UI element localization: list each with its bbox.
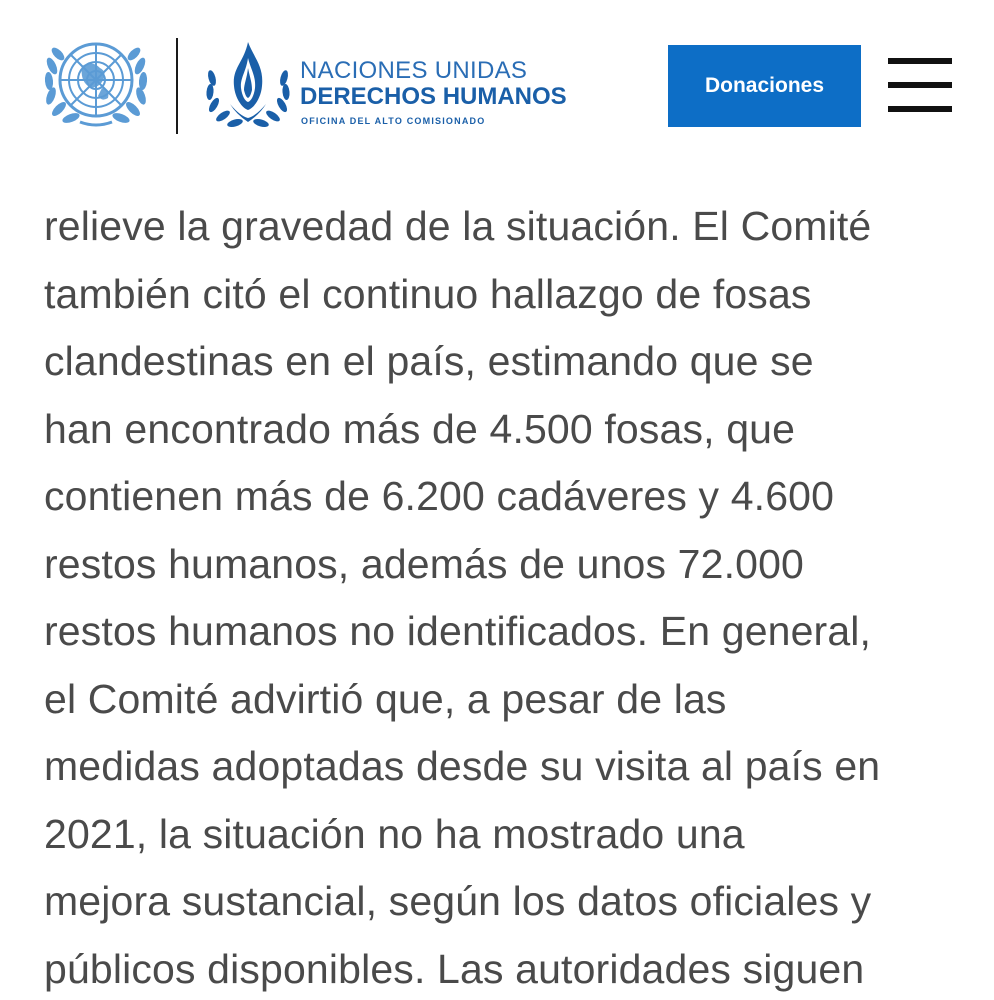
article-body <box>44 193 964 1000</box>
brand-line-derechos-humanos: DERECHOS HUMANOS <box>300 83 567 110</box>
brand-wordmark[interactable] <box>300 58 580 130</box>
article-line: han encontrado más de 4.500 fosas, que <box>44 405 796 452</box>
brand-line-oficina: OFICINA DEL ALTO COMISIONADO <box>301 116 486 126</box>
menu-bar-middle <box>888 82 952 88</box>
article-line: también citó el continuo hallazgo de fosas <box>44 270 812 317</box>
brand-line-naciones-unidas: NACIONES UNIDAS <box>300 57 528 84</box>
donate-button[interactable]: Donaciones <box>668 45 861 127</box>
ohchr-flame-emblem-icon[interactable] <box>204 38 292 130</box>
un-emblem-icon[interactable] <box>42 36 150 128</box>
article-line: 2021, la situación no ha mostrado una <box>44 810 745 857</box>
article-line: mejora sustancial, según los datos oficiales y <box>44 878 872 924</box>
menu-bar-top <box>888 58 952 64</box>
article-line: medidas adoptadas desde su visita al país en <box>44 743 881 789</box>
article-line: clandestinas en el país, estimando que se <box>44 338 814 384</box>
article-line: relieve la gravedad de la situación. El Comité <box>44 203 872 249</box>
article-line: públicos disponibles. Las autoridades siguen <box>44 945 865 992</box>
article-line: restos humanos no identificados. En general, <box>44 608 872 654</box>
menu-bar-bottom <box>888 106 952 112</box>
hamburger-menu-icon[interactable] <box>888 58 952 114</box>
article-line: restos humanos, además de unos 72.000 <box>44 540 804 587</box>
logo-divider <box>176 38 178 134</box>
article-line: contienen más de 6.200 cadáveres y 4.600 <box>44 473 835 519</box>
article-line: el Comité advirtió que, a pesar de las <box>44 675 727 722</box>
site-header <box>0 0 994 170</box>
